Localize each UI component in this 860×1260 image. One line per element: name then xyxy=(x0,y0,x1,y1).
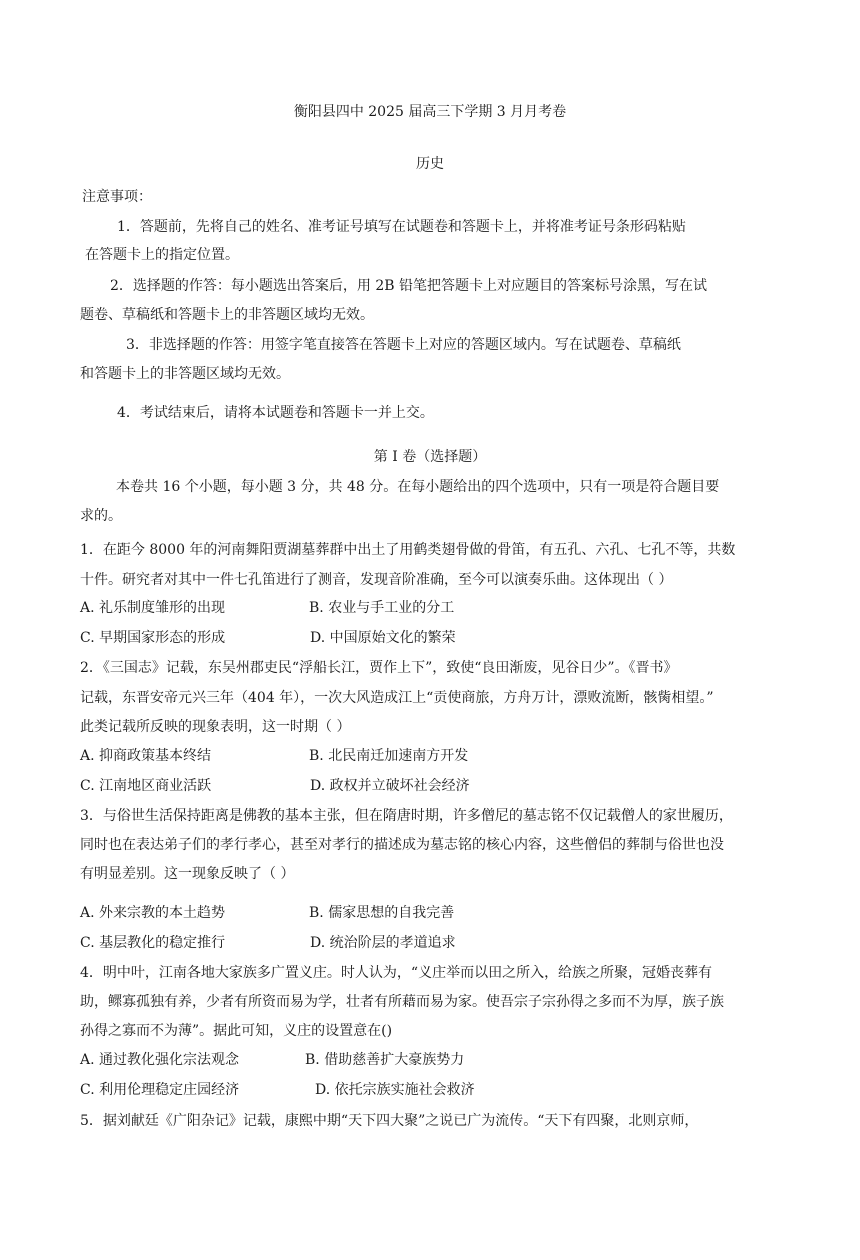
question-1-option-a[interactable]: A. 礼乐制度雏形的出现 xyxy=(80,600,226,616)
exam-title: 衡阳县四中 2025 届高三下学期 3 月月考卷 xyxy=(293,104,567,120)
question-4-option-b[interactable]: B. 借助慈善扩大豪族势力 xyxy=(305,1052,465,1068)
question-4-option-a[interactable]: A. 通过教化强化宗法观念 xyxy=(80,1052,240,1068)
question-4-line-2: 助，鳏寡孤独有养，少者有所资而易为学，壮者有所藉而易为家。使吾宗子宗孙得之多而不为厚，族子族 xyxy=(80,994,724,1010)
question-2-option-d[interactable]: D. 政权并立破坏社会经济 xyxy=(310,778,470,794)
section-intro-line-2: 求的。 xyxy=(80,508,122,524)
question-1-line-1: 1．在距今 8000 年的河南舞阳贾湖墓葬群中出土了用鹤类翅骨做的骨笛，有五孔、六孔、七孔不等，共数 xyxy=(80,542,736,558)
question-2-line-2: 记载，东晋安帝元兴三年（404 年），一次大风造成江上“贡使商旅，方舟万计，漂败流断，骸胔相望。” xyxy=(80,690,714,706)
notice-item-3-line-1: 3．非选择题的作答：用签字笔直接答在答题卡上对应的答题区域内。写在试题卷、草稿纸 xyxy=(126,337,681,353)
question-4-line-3: 孙得之寡而不为薄”。据此可知，义庄的设置意在() xyxy=(80,1023,393,1039)
question-1-option-b[interactable]: B. 农业与手工业的分工 xyxy=(309,600,455,616)
question-4-option-d[interactable]: D. 依托宗族实施社会救济 xyxy=(315,1082,475,1098)
question-2-option-c[interactable]: C. 江南地区商业活跃 xyxy=(80,778,212,794)
notice-item-1-line-1: 1．答题前，先将自己的姓名、准考证号填写在试题卷和答题卡上，并将准考证号条形码粘贴 xyxy=(117,219,686,235)
notice-heading: 注意事项： xyxy=(82,189,152,205)
question-4-line-1: 4．明中叶，江南各地大家族多广置义庄。时人认为，“义庄举而以田之所入，给族之所聚，冠婚丧葬有 xyxy=(80,965,713,981)
notice-item-4: 4．考试结束后，请将本试题卷和答题卡一并上交。 xyxy=(117,405,434,421)
section-title: 第 I 卷（选择题） xyxy=(373,449,487,465)
question-2-option-b[interactable]: B. 北民南迁加速南方开发 xyxy=(309,748,469,764)
question-3-option-c[interactable]: C. 基层教化的稳定推行 xyxy=(80,935,226,951)
notice-item-3-line-2: 和答题卡上的非答题区域均无效。 xyxy=(80,366,290,382)
question-2-line-1: 2．《三国志》记载，东吴州郡吏民“浮船长江，贾作上下”，致使“良田渐废，见谷日少”。《晋书》 xyxy=(80,660,678,676)
question-3-line-2: 同时也在表达弟子们的孝行孝心，甚至对孝行的描述成为墓志铭的核心内容，这些僧侣的葬制与俗世也没 xyxy=(80,837,724,853)
question-2-line-3: 此类记载所反映的现象表明，这一时期（ ） xyxy=(80,719,351,735)
question-3-option-d[interactable]: D. 统治阶层的孝道追求 xyxy=(310,935,456,951)
notice-item-1-line-2: 在答题卡上的指定位置。 xyxy=(85,247,239,263)
question-1-option-c[interactable]: C. 早期国家形态的形成 xyxy=(80,630,226,646)
section-intro-line-1: 本卷共 16 个小题，每小题 3 分，共 48 分。在每小题给出的四个选项中，只有一项是符合题目要 xyxy=(116,479,720,495)
question-5-line-1: 5．据刘献廷《广阳杂记》记载，康熙中期“天下四大聚”之说已广为流传。“天下有四聚，北则京师， xyxy=(80,1113,699,1129)
notice-item-2-line-2: 题卷、草稿纸和答题卡上的非答题区域均无效。 xyxy=(80,307,374,323)
notice-item-2-line-1: 2．选择题的作答：每小题选出答案后，用 2B 铅笔把答题卡上对应题目的答案标号涂黑，写在试 xyxy=(110,278,708,294)
question-2-option-a[interactable]: A. 抑商政策基本终结 xyxy=(80,748,212,764)
question-1-line-2: 十件。研究者对其中一件七孔笛进行了测音，发现音阶准确，至今可以演奏乐曲。这体现出（ ） xyxy=(80,572,673,588)
question-3-option-a[interactable]: A. 外来宗教的本土趋势 xyxy=(80,905,226,921)
question-1-option-d[interactable]: D. 中国原始文化的繁荣 xyxy=(310,630,456,646)
question-4-option-c[interactable]: C. 利用伦理稳定庄园经济 xyxy=(80,1082,240,1098)
question-3-line-1: 3．与俗世生活保持距离是佛教的基本主张，但在隋唐时期，许多僧尼的墓志铭不仅记载僧人的家世履历， xyxy=(80,808,733,824)
subject-title: 历史 xyxy=(416,156,444,172)
question-3-option-b[interactable]: B. 儒家思想的自我完善 xyxy=(309,905,455,921)
question-3-line-3: 有明显差别。这一现象反映了（ ） xyxy=(80,866,295,882)
